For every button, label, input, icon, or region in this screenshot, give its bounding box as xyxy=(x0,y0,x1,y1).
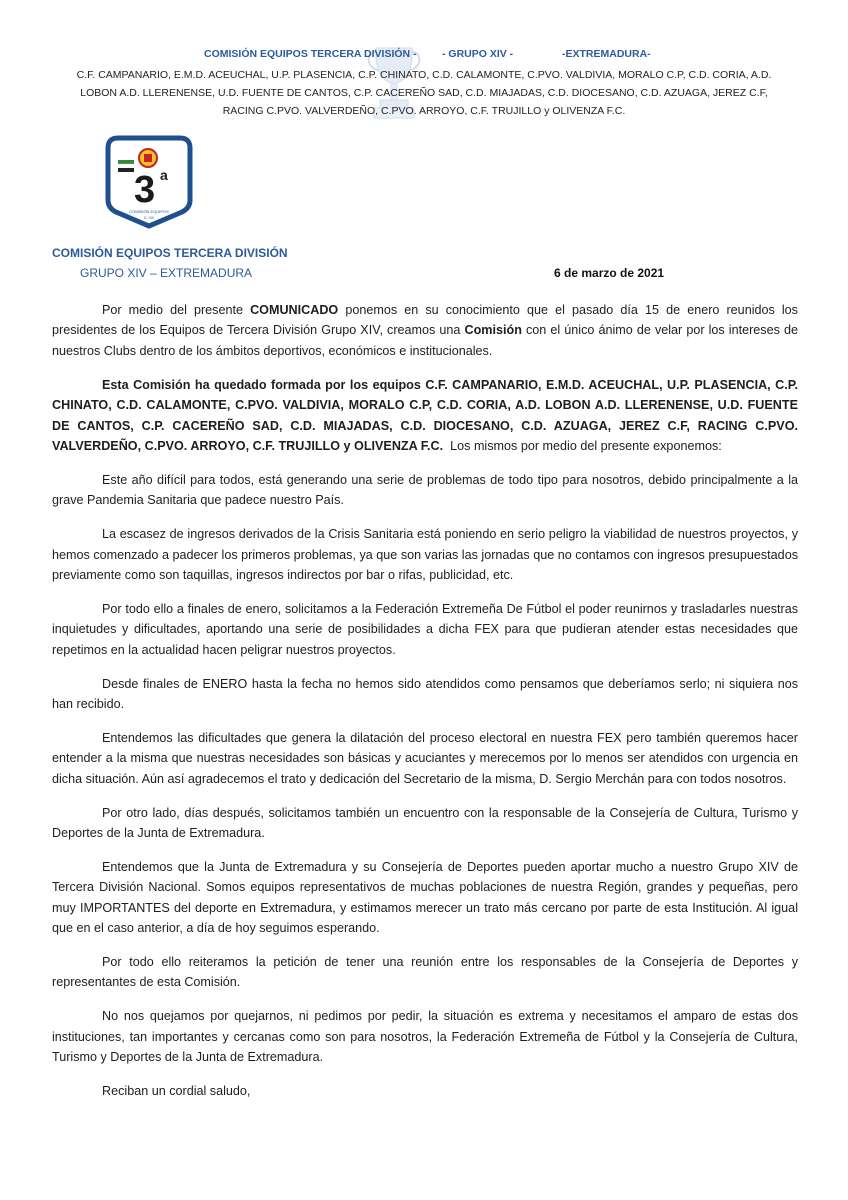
paragraph-7: Entendemos las dificultades que genera la dilatación del proceso electoral en nuestra FEX pero también queremos hacer entender a la misma que nuestras necesidades son básicas y acuciantes y merecemos por lo menos ser atendidos con urgencia en dicha situación. Aún así agradecemos el trato y dedicación del Secretario de la misma, D. Sergio Merchán para con todos nosotros. xyxy=(52,730,798,786)
extremadura-flag-icon xyxy=(118,160,134,172)
paragraph-3: Este año difícil para todos, está generando una serie de problemas de todo tipo para nosotros, debido principalmente a la grave Pandemia Sanitaria que padece nuestro País. xyxy=(52,472,798,508)
p1-comision: Comisión xyxy=(464,323,522,338)
federation-crest-icon xyxy=(139,149,157,167)
logo-caption-2: G. XIV xyxy=(143,216,155,220)
closing-salutation: Reciban un cordial saludo, xyxy=(102,1084,251,1099)
logo-number: 3 xyxy=(134,169,156,211)
paragraph-9: Entendemos que la Junta de Extremadura y su Consejería de Deportes pueden aportar mucho a nuestro Grupo XIV de Tercera División Nacional. Somos equipos representativos de muchas poblaciones de nuestra Región, grandes y pequeñas, pero muy IMPORTANTES del deporte en Extremadura, y estimamos merecer un trato más cercano por parte de esta Institución. Al igual que en el caso anterior, a día de hoy seguimos esperando. xyxy=(52,859,798,936)
p1-text-c: ponemos en su conocimiento que el pasado día 15 de enero reunidos los presidentes de los Equipos de Tercera División Grupo XIV, creamos una xyxy=(52,303,798,338)
letter-date: 6 de marzo de 2021 xyxy=(554,266,665,280)
p1-text-a: Por medio del presente xyxy=(102,303,251,317)
tercera-division-logo xyxy=(104,130,194,230)
paragraph-10: Por todo ello reiteramos la petición de tener una reunión entre los responsables de la Consejería de Deportes y representantes de esta Comisión. xyxy=(52,955,798,990)
logo-superscript: a xyxy=(160,167,168,183)
letterhead-subtitle: GRUPO XIV – EXTREMADURA xyxy=(80,266,253,280)
paragraph-8: Por otro lado, días después, solicitamos también un encuentro con la responsable de la Consejería de Cultura, Turismo y Deportes de la Junta de Extremadura. xyxy=(52,805,798,841)
paragraph-4: La escasez de ingresos derivados de la Crisis Sanitaria está poniendo en serio peligro la viabilidad de nuestros proyectos, y hemos comenzado a padecer los primeros problemas, ya que son varias las jornadas que no contamos con ingresos presupuestados previamente como son taquillas, ingresos indirectos por bar o rifas, publicidad, etc. xyxy=(52,527,798,582)
header-group-label: - GRUPO XIV - xyxy=(442,48,514,60)
paragraph-5: Por todo ello a finales de enero, solicitamos a la Federación Extremeña De Fútbol el poder reunirnos y trasladarles nuestras inquietudes y dificultades, aportando una serie de posibilidades a dicha FEX para que pudieran atender estas necesidades que repetimos en la actualidad hacen peligrar nuestros proyectos. xyxy=(52,601,798,657)
p2-bold-clubs: Esta Comisión ha quedado formada por los equipos C.F. CAMPANARIO, E.M.D. ACEUCHAL, U.P. PLASENCIA, C.P. CHINATO, C.D. CALAMONTE, C.PVO. VALDIVIA, MORALO C.P, C.D. CORIA, A.D. LOBON A.D. LLERENENSE, U.D. FUENTE DE CANTOS, C.P. CACEREÑO SAD, C.D. MIAJADAS, C.D. DIOCESANO, C.D. AZUAGA, JEREZ C.F, RACING C.PVO. VALVERDEÑO, C.PVO. ARROYO, C.F. TRUJILLO y OLIVENZA F.C. xyxy=(52,377,798,453)
p1-text-e: con el único ánimo de velar por los intereses de nuestros Clubs dentro de los ámbitos deportivos, económicos e institucionales. xyxy=(52,323,799,358)
header-title-line xyxy=(0,48,848,62)
paragraph-1 xyxy=(52,300,798,361)
p1-comunicado: COMUNICADO xyxy=(250,303,339,317)
letter-body xyxy=(52,300,798,1115)
header-commission-label: COMISIÓN EQUIPOS TERCERA DIVISIÓN - xyxy=(204,48,417,60)
header-clubs-list: C.F. CAMPANARIO, E.M.D. ACEUCHAL, U.P. PLASENCIA, C.P. CHINATO, C.D. CALAMONTE, C.PVO. VALDIVIA, MORALO C.P, C.D. CORIA, A.D. LOBON A.D. LLERENENSE, U.D. FUENTE DE CANTOS, C.P. CACEREÑO SAD, C.D. MIAJADAS, C.D. DIOCESANO, C.D. AZUAGA, JEREZ C.F, RACING C.PVO. VALVERDEÑO, C.PVO. ARROYO, C.F. TRUJILLO y OLIVENZA F.C. xyxy=(76,69,772,117)
p2-rest: Los mismos por medio del presente exponemos: xyxy=(443,438,722,453)
paragraph-6: Desde finales de ENERO hasta la fecha no hemos sido atendidos como pensamos que deberíamos serlo; ni siquiera nos han recibido. xyxy=(52,676,798,711)
header-region-label: -EXTREMADURA- xyxy=(562,48,651,60)
paragraph-2 xyxy=(52,375,798,457)
letterhead-title: COMISIÓN EQUIPOS TERCERA DIVISIÓN xyxy=(52,246,288,260)
paragraph-11: No nos quejamos por quejarnos, ni pedimos por pedir, la situación es extrema y necesitamos el amparo de estas dos instituciones, tan importantes y cercanas como son para nosotros, la Federación Extremeña de Fútbol y la Consejería de Cultura, Turismo y Deportes de la Junta de Extremadura. xyxy=(52,1009,798,1065)
logo-caption-1: COMISIÓN EQUIPOS xyxy=(129,209,169,214)
